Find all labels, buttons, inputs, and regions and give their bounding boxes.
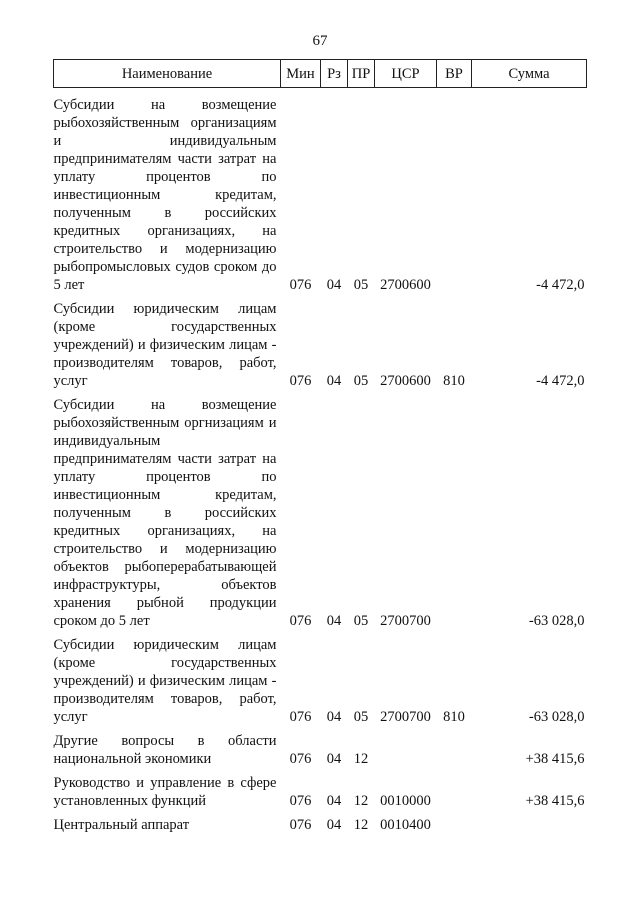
- row-min: 076: [289, 751, 312, 767]
- page-number: 67: [312, 33, 328, 49]
- row-csr: 2700600: [380, 277, 431, 293]
- table-header-row: [54, 60, 587, 88]
- row-rz: 04: [326, 709, 342, 725]
- row-min: 076: [289, 817, 312, 833]
- row-name: Субсидии юридическим лицам (кроме государственных учреждений) и физическим лицам - производителям товаров, работ, услуг: [53, 301, 277, 389]
- row-name: Другие вопросы в области национальной экономики: [53, 733, 277, 767]
- table-row: [54, 390, 587, 630]
- table-row: [54, 630, 587, 726]
- row-min: 076: [289, 709, 312, 725]
- row-vr: [437, 768, 472, 810]
- row-pr: 05: [353, 277, 369, 293]
- row-rz: 04: [326, 817, 342, 833]
- row-pr: 05: [353, 373, 369, 389]
- row-rz: 04: [326, 373, 342, 389]
- row-rz: 04: [326, 277, 342, 293]
- row-min: 076: [289, 793, 312, 809]
- row-csr: 0010400: [380, 817, 431, 833]
- row-vr: [437, 726, 472, 768]
- table-row: [54, 88, 587, 295]
- row-vr: [437, 390, 472, 630]
- row-sum: +38 415,6: [525, 793, 585, 809]
- row-pr: 05: [353, 613, 369, 629]
- row-sum: -63 028,0: [528, 709, 585, 725]
- row-pr: 12: [353, 751, 369, 767]
- table-row: [54, 726, 587, 768]
- header-rz: Рз: [321, 60, 348, 88]
- row-vr: 810: [443, 709, 465, 725]
- table-row: [54, 810, 587, 834]
- budget-table: [53, 59, 587, 834]
- row-rz: 04: [326, 613, 342, 629]
- row-vr: 810: [443, 373, 465, 389]
- header-csr: ЦСР: [375, 60, 437, 88]
- row-min: 076: [289, 277, 312, 293]
- row-name: Субсидии на возмещение рыбохозяйственным оргнизациям и индивидуальным предпринимателям части затрат на уплату процентов по инвестиционным кредитам, полученным в российских кредитных организациях, на строительство и модернизацию объектов рыбоперерабатывающей инфраструктуры, объектов хранения рыбной продукции сроком до 5 лет: [53, 397, 277, 629]
- row-csr: 0010000: [380, 793, 431, 809]
- row-sum: +38 415,6: [525, 751, 585, 767]
- row-name: Руководство и управление в сфере установленных функций: [53, 775, 277, 809]
- row-sum: -4 472,0: [536, 373, 585, 389]
- table-row: [54, 294, 587, 390]
- row-vr: [437, 810, 472, 834]
- row-name: Субсидии на возмещение рыбохозяйственным организациям и индивидуальным предпринимателям части затрат на уплату процентов по инвестиционным кредитам, полученным в российских кредитных организациях, на строительство и модернизацию рыбопромысловых судов сроком до 5 лет: [53, 97, 277, 293]
- row-pr: 12: [353, 793, 369, 809]
- row-rz: 04: [326, 751, 342, 767]
- header-pr: ПР: [348, 60, 375, 88]
- row-pr: 12: [353, 817, 369, 833]
- row-csr: 2700700: [380, 709, 431, 725]
- header-min: Мин: [281, 60, 321, 88]
- row-sum: -63 028,0: [528, 613, 585, 629]
- table-row: [54, 768, 587, 810]
- row-sum: [472, 810, 587, 834]
- row-rz: 04: [326, 793, 342, 809]
- header-vr: ВР: [437, 60, 472, 88]
- row-min: 076: [289, 373, 312, 389]
- row-vr: [437, 88, 472, 295]
- header-sum: Сумма: [472, 60, 587, 88]
- row-csr: [375, 726, 437, 768]
- row-csr: 2700700: [380, 613, 431, 629]
- row-pr: 05: [353, 709, 369, 725]
- row-name: Центральный аппарат: [53, 817, 190, 833]
- row-csr: 2700600: [380, 373, 431, 389]
- row-min: 076: [289, 613, 312, 629]
- row-sum: -4 472,0: [536, 277, 585, 293]
- header-name: Наименование: [54, 60, 281, 88]
- row-name: Субсидии юридическим лицам (кроме государственных учреждений) и физическим лицам - производителям товаров, работ, услуг: [53, 637, 277, 725]
